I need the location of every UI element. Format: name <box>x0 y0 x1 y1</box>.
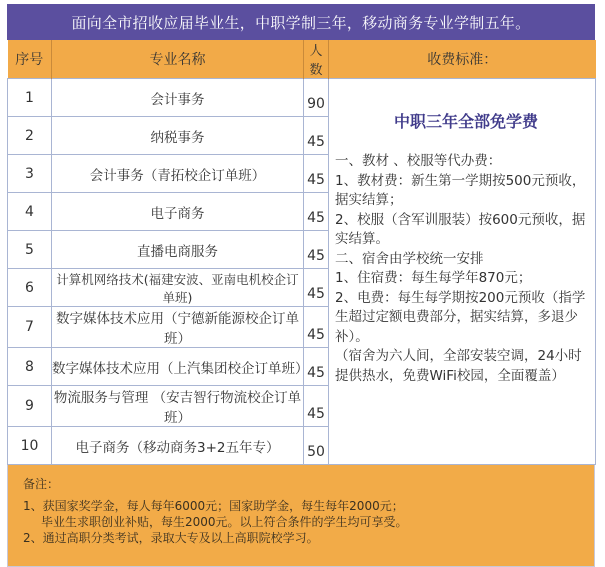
majors-table <box>7 40 596 465</box>
header-name: 专业名称 <box>52 40 304 79</box>
page-title: 面向全市招收应届毕业生，中职学制三年，移动商务专业学制五年。 <box>71 13 531 32</box>
row-count: 45 <box>304 155 329 193</box>
row-name: 纳税事务 <box>52 117 304 155</box>
table-row <box>8 79 596 117</box>
notes-section <box>7 465 595 567</box>
row-count: 45 <box>304 269 329 307</box>
row-name: 电子商务（移动商务3+2五年专） <box>52 427 304 465</box>
notes-line: 毕业生求职创业补贴，每生2000元。以上符合条件的学生均可享受。 <box>41 515 408 529</box>
row-seq: 1 <box>8 79 52 117</box>
row-seq: 9 <box>8 386 52 427</box>
row-name: 数字媒体技术应用（宁德新能源校企订单班） <box>52 307 304 348</box>
row-name: 会计事务（青拓校企订单班） <box>52 155 304 193</box>
row-seq: 6 <box>8 269 52 307</box>
row-name: 直播电商服务 <box>52 231 304 269</box>
row-seq: 4 <box>8 193 52 231</box>
fee-line: 2、电费：每生每学期按200元预收（指学生超过定额电费部分，据实结算，多退少补）。 <box>335 289 586 345</box>
row-count: 45 <box>304 348 329 386</box>
fee-headline: 中职三年全部免学费 <box>393 112 538 131</box>
row-count: 50 <box>304 427 329 465</box>
fee-standard-cell <box>329 79 596 465</box>
row-seq: 7 <box>8 307 52 348</box>
header-seq: 序号 <box>8 40 52 79</box>
header-fee: 收费标准： <box>329 40 596 79</box>
header-count: 人数 <box>304 40 329 79</box>
enrollment-sheet <box>7 4 595 567</box>
row-name: 物流服务与管理 （安吉智行物流校企订单班） <box>52 386 304 427</box>
row-name: 电子商务 <box>52 193 304 231</box>
header-row <box>8 40 596 79</box>
fee-line: 2、校服（含军训服装）按600元预收，据实结算。 <box>335 211 586 247</box>
fee-line: 一、教材 、校服等代办费： <box>335 153 502 169</box>
fee-line: 1、教材费：新生第一学期按500元预收，据实结算； <box>335 172 586 208</box>
row-count: 45 <box>304 231 329 269</box>
fee-line: 二、宿舍由学校统一安排 <box>335 250 484 267</box>
row-name: 会计事务 <box>52 79 304 117</box>
row-count: 45 <box>304 307 329 348</box>
row-count: 45 <box>304 386 329 427</box>
title-bar <box>7 4 595 40</box>
row-seq: 3 <box>8 155 52 193</box>
fee-line: 1、住宿费：每生每学年870元； <box>335 270 532 286</box>
row-count: 90 <box>304 79 329 117</box>
row-seq: 8 <box>8 348 52 386</box>
notes-line: 2、通过高职分类考试，录取大专及以上高职院校学习。 <box>23 531 319 545</box>
row-count: 45 <box>304 193 329 231</box>
fee-line: （宿舍为六人间，全部安装空调，24小时提供热水，免费WiFi校园，全面覆盖） <box>335 348 582 384</box>
row-seq: 10 <box>8 427 52 465</box>
row-seq: 2 <box>8 117 52 155</box>
notes-label: 备注： <box>23 477 60 491</box>
row-seq: 5 <box>8 231 52 269</box>
notes-line: 1、获国家奖学金，每人每年6000元；国家助学金，每生每年2000元； <box>23 499 404 513</box>
row-name: 数字媒体技术应用（上汽集团校企订单班） <box>52 348 304 386</box>
row-count: 45 <box>304 117 329 155</box>
row-name: 计算机网络技术(福建安波、亚南电机校企订单班) <box>52 269 304 307</box>
